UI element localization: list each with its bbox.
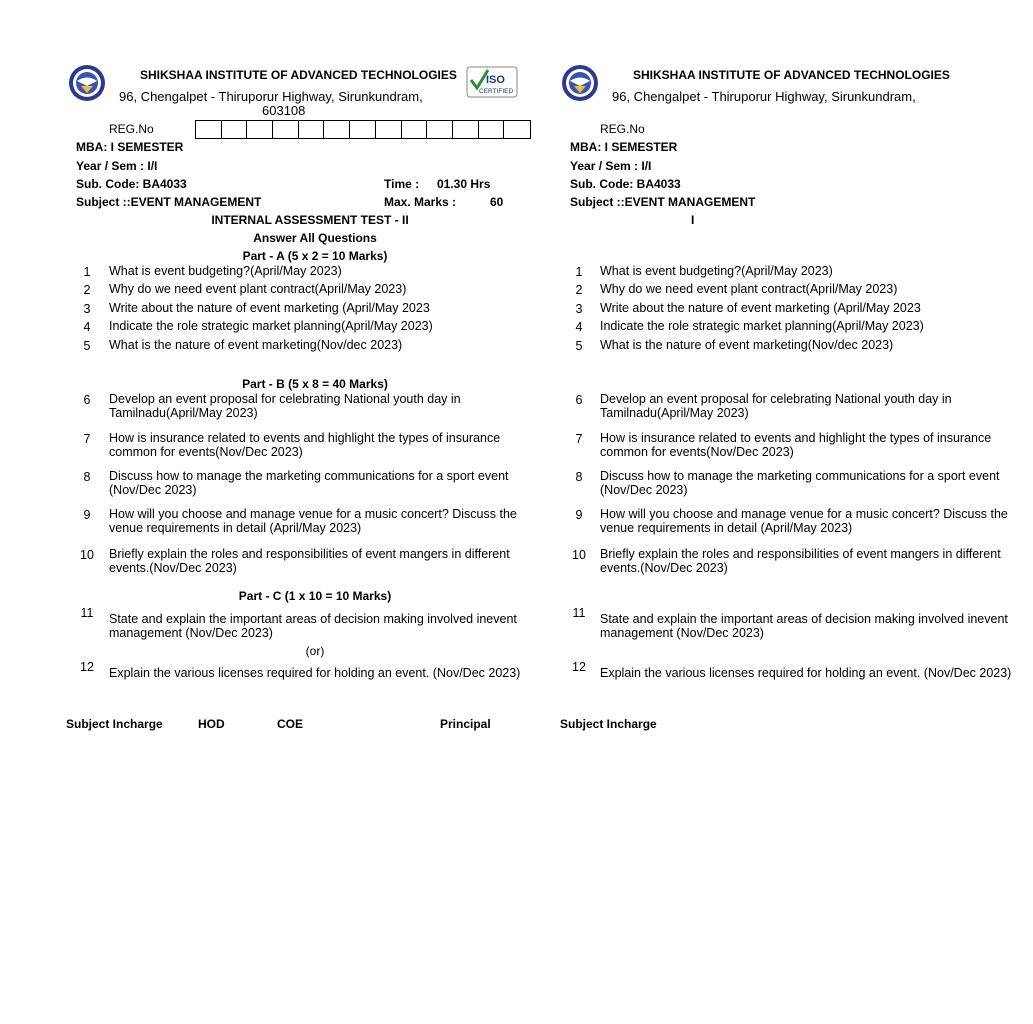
question-text: State and explain the important areas of decision making involved inevent management (Nov/Dec 2023) [109,612,517,640]
signature-subject-incharge: Subject Incharge [560,717,657,731]
institute-name: SHIKSHAA INSTITUTE OF ADVANCED TECHNOLOGIES [140,68,457,82]
question-number: 7 [575,432,583,446]
max-marks-label: Max. Marks : [384,195,457,209]
program-label: MBA: I SEMESTER [76,140,184,154]
question-number: 6 [575,393,583,407]
question-number: 1 [83,265,91,279]
question-text: Why do we need event plant contract(April/May 2023) [109,282,407,296]
question-number: 2 [83,283,91,297]
institute-logo-icon [561,64,599,102]
time-label: Time : [384,177,420,191]
max-marks-value: 60 [490,195,504,209]
sub-code-label: Sub. Code: BA4033 [570,177,681,191]
or-label: (or) [305,644,325,658]
year-sem-label: Year / Sem : I/I [76,159,158,173]
institute-address: 96, Chengalpet - Thiruporur Highway, Sirunkundram, [119,89,423,104]
test-title: INTERNAL ASSESSMENT TEST - II [211,213,409,227]
iso-subtext: CERTIFIED [479,88,514,95]
question-text: Discuss how to manage the marketing communications for a sport event (Nov/Dec 2023) [600,469,1000,497]
instruction-text: Answer All Questions [253,231,377,245]
institute-address: 96, Chengalpet - Thiruporur Highway, Sirunkundram, [612,89,916,104]
question-text: How will you choose and manage venue for a music concert? Discuss the venue requirements in detail (April/May 2023) [109,507,517,535]
sub-code-label: Sub. Code: BA4033 [76,177,187,191]
question-text: Indicate the role strategic market planning(April/May 2023) [109,319,433,333]
question-text: Briefly explain the roles and responsibilities of event mangers in different events.(Nov/Dec 2023) [109,547,510,575]
institute-name: SHIKSHAA INSTITUTE OF ADVANCED TECHNOLOGIES [633,68,950,82]
part-a-title: Part - A (5 x 2 = 10 Marks) [242,249,388,263]
signature-principal: Principal [440,717,491,731]
question-number: 8 [83,470,91,484]
question-number: 12 [572,660,586,674]
question-text: Discuss how to manage the marketing communications for a sport event (Nov/Dec 2023) [109,469,509,497]
question-text: What is event budgeting?(April/May 2023) [600,264,833,278]
question-number: 4 [575,320,583,334]
question-number: 6 [83,393,91,407]
question-number: 3 [575,302,583,316]
question-text: Indicate the role strategic market planning(April/May 2023) [600,319,924,333]
question-text: What is the nature of event marketing(Nov/dec 2023) [109,338,403,352]
question-number: 11 [572,606,586,620]
question-number: 9 [83,508,91,522]
question-number: 7 [83,432,91,446]
question-text: Briefly explain the roles and responsibilities of event mangers in different events.(Nov/Dec 2023) [600,547,1001,575]
test-title-fragment: I [691,213,695,227]
subject-label: Subject ::EVENT MANAGEMENT [570,195,756,209]
question-number: 11 [80,606,94,620]
iso-text: ISO [486,74,505,86]
signature-hod: HOD [198,717,225,731]
question-number: 10 [572,548,586,562]
question-text: Develop an event proposal for celebrating National youth day in Tamilnadu(April/May 2023) [600,392,952,420]
question-paper-copy-right [493,0,1012,760]
question-number: 10 [80,548,94,562]
question-paper-duplicate [493,0,1033,760]
question-paper-copy-left [0,0,540,760]
year-sem-label: Year / Sem : I/I [570,159,652,173]
time-value: 01.30 Hrs [437,177,491,191]
question-text: Why do we need event plant contract(April/May 2023) [600,282,898,296]
institute-pincode: 603108 [262,103,306,118]
question-text: How is insurance related to events and highlight the types of insurance common for events(Nov/Dec 2023) [109,431,501,459]
question-text: What is the nature of event marketing(Nov/dec 2023) [600,338,894,352]
question-text: Write about the nature of event marketing (April/May 2023 [600,301,921,315]
question-number: 5 [575,339,583,353]
subject-label: Subject ::EVENT MANAGEMENT [76,195,262,209]
question-paper [0,0,540,760]
reg-no-label: REG.No [109,122,154,136]
part-c-title: Part - C (1 x 10 = 10 Marks) [238,589,392,603]
question-text: How is insurance related to events and highlight the types of insurance common for events(Nov/Dec 2023) [600,431,992,459]
question-number: 4 [83,320,91,334]
question-text: Explain the various licenses required for holding an event. (Nov/Dec 2023) [109,666,521,680]
question-number: 8 [575,470,583,484]
question-text: Develop an event proposal for celebrating National youth day in Tamilnadu(April/May 2023) [109,392,461,420]
question-number: 3 [83,302,91,316]
question-text: State and explain the important areas of decision making involved inevent management (Nov/Dec 2023) [600,612,1008,640]
part-b-title: Part - B (5 x 8 = 40 Marks) [242,377,388,391]
question-text: What is event budgeting?(April/May 2023) [109,264,342,278]
question-number: 9 [575,508,583,522]
question-text: Explain the various licenses required for holding an event. (Nov/Dec 2023) [600,666,1012,680]
program-label: MBA: I SEMESTER [570,140,678,154]
question-text: How will you choose and manage venue for a music concert? Discuss the venue requirements in detail (April/May 2023) [600,507,1008,535]
question-number: 12 [80,660,94,674]
question-text: Write about the nature of event marketing (April/May 2023 [109,301,430,315]
question-number: 2 [575,283,583,297]
reg-no-label: REG.No [600,122,645,136]
question-number: 1 [575,265,583,279]
reg-no-boxes[interactable] [195,120,531,139]
signature-coe: COE [277,717,304,731]
institute-logo-icon [68,64,106,102]
signature-subject-incharge: Subject Incharge [66,717,163,731]
question-number: 5 [83,339,91,353]
